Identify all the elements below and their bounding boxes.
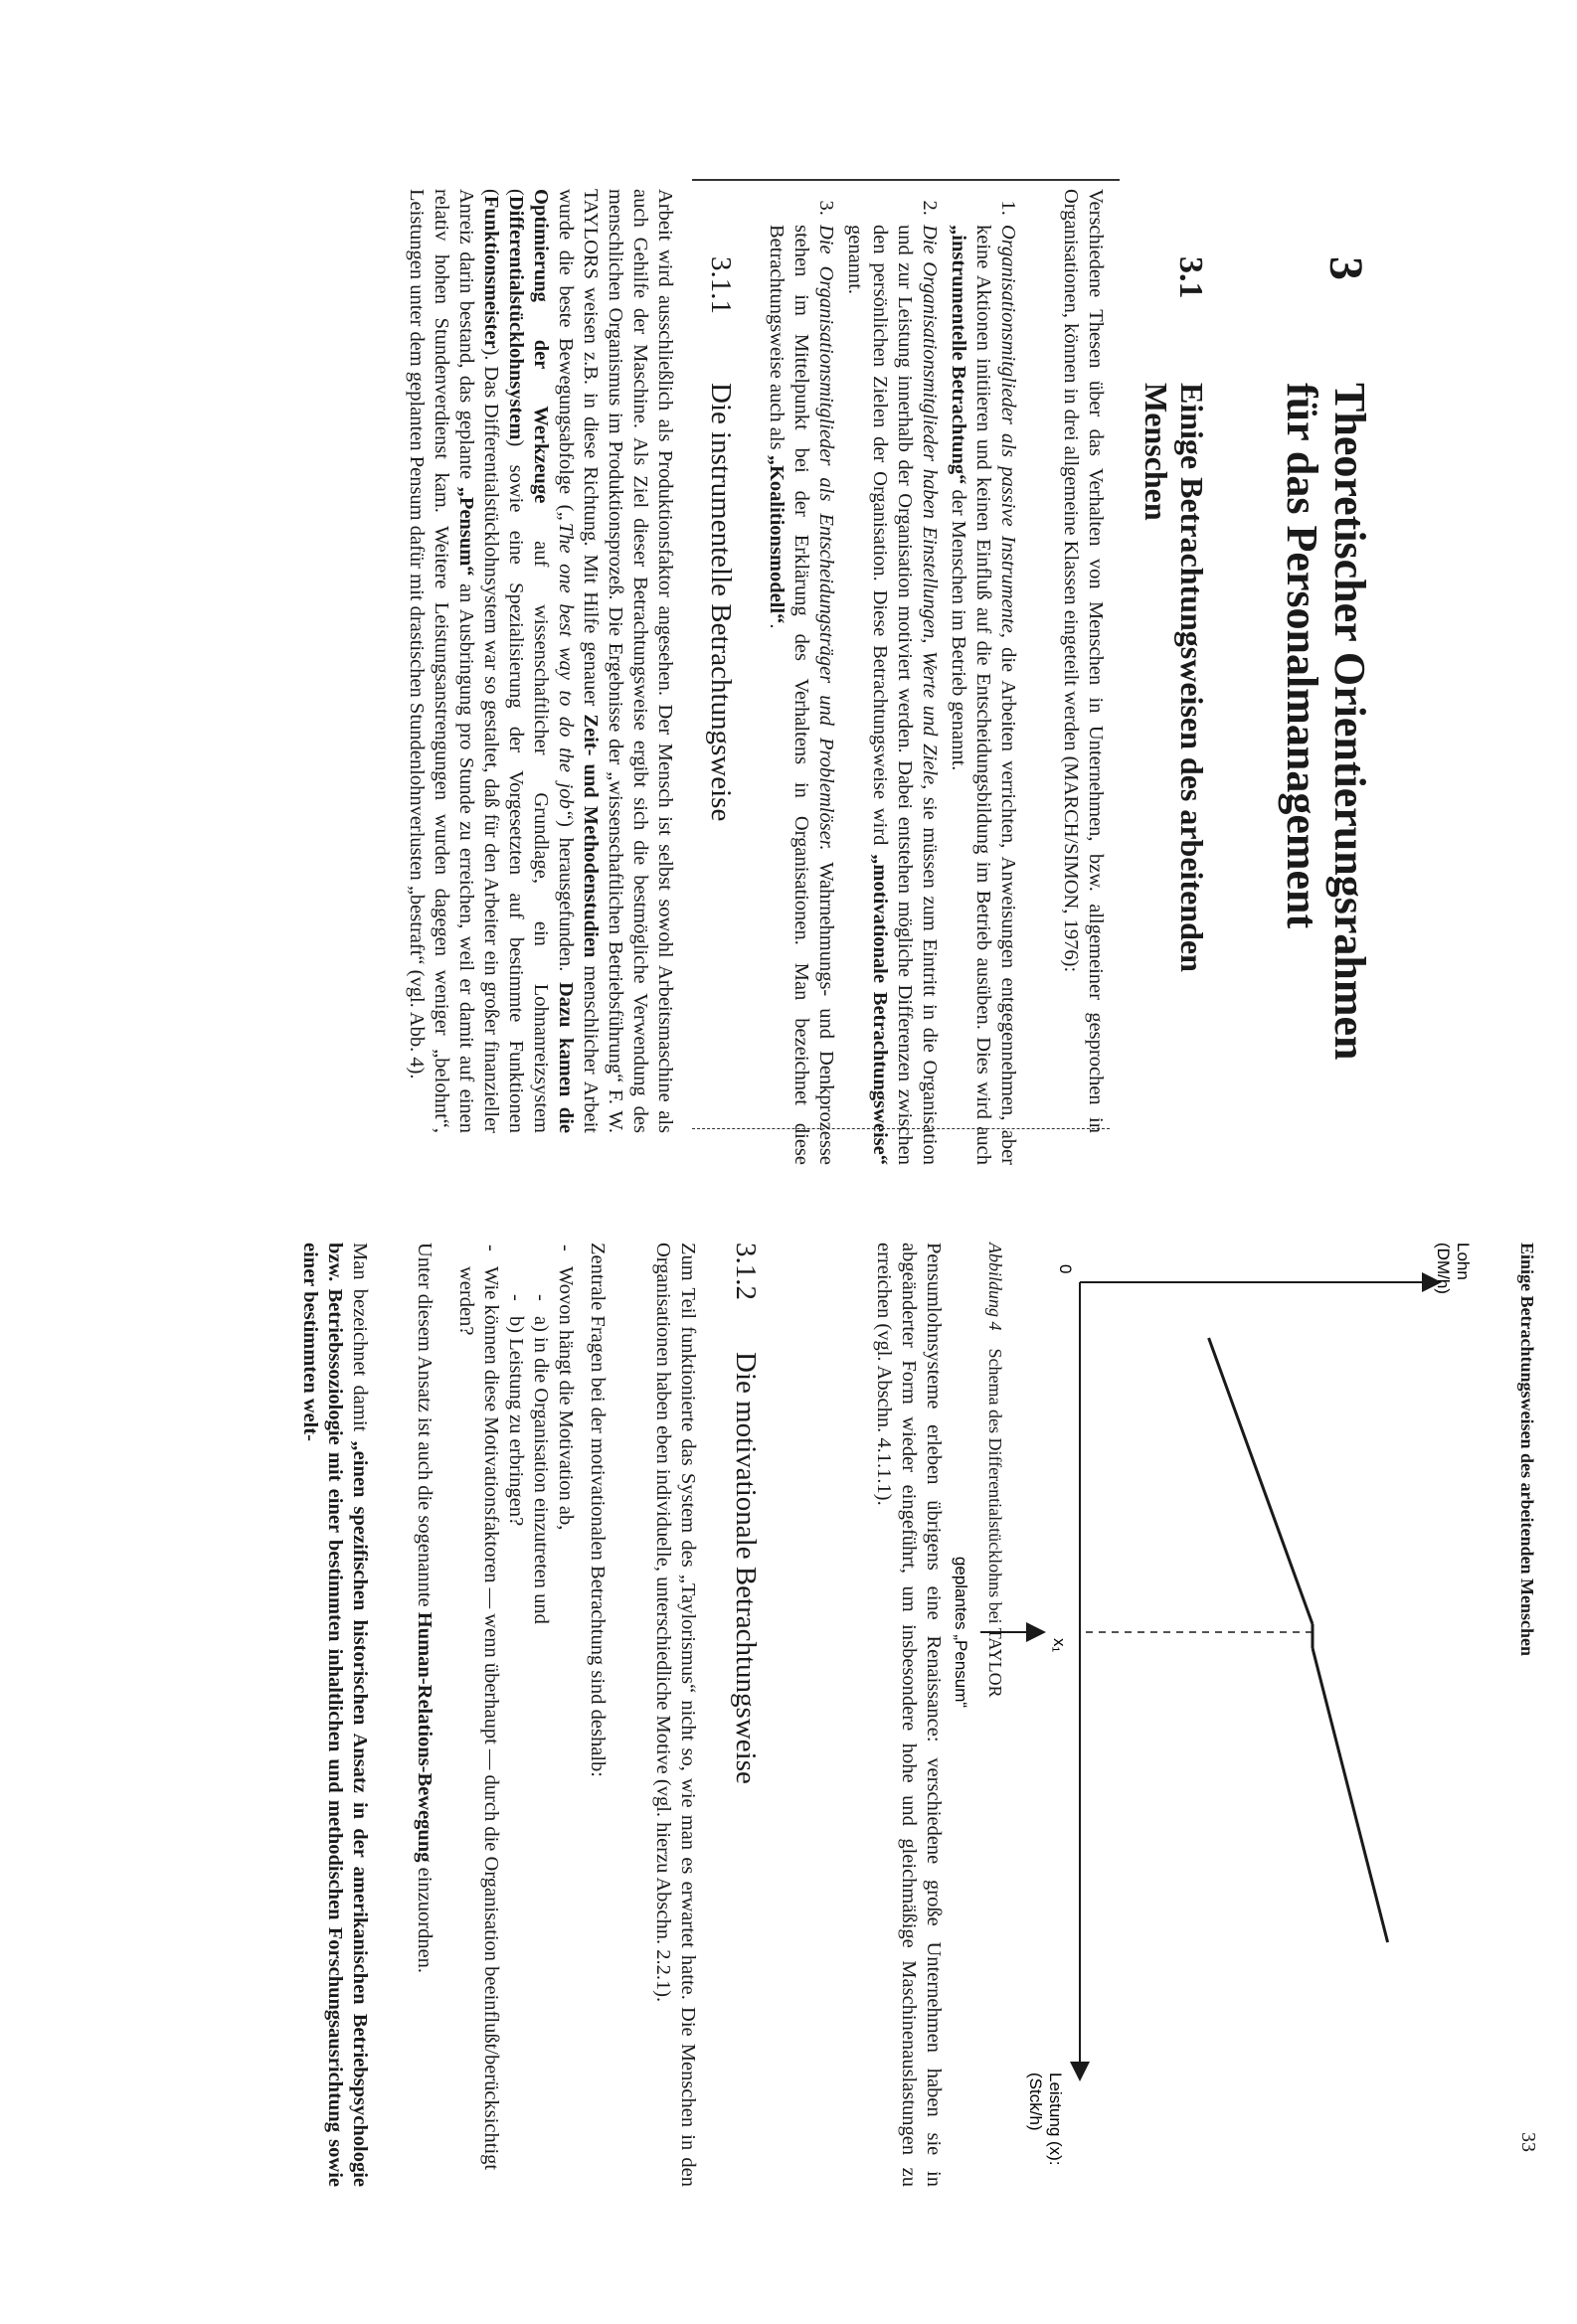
list-item-term: „instrumentelle Betrachtung“ [948, 225, 969, 485]
right-column [0, 1203, 1577, 2197]
text-run: Man bezeichnet damit [349, 1243, 371, 1441]
figure-caption [984, 1243, 1005, 1698]
y-axis-label: Lohn [1454, 1243, 1473, 1280]
section-number: 3.1 [1172, 256, 1209, 299]
text-run: einzuordnen. [414, 1862, 436, 1974]
list-item-italic: Organisationsmitglieder als passive Instrumente, [997, 225, 1019, 638]
bold-quote: „einen spezifischen historischen Ansatz in der amerikanischen Betriebspsychologie bzw. Betriebssoziologie mit einer bestimmten inhaltlichen und methodischen Forschungsausrichtung sowie einer bestimmten welt- [299, 1243, 371, 2187]
list-item-italic: Die Organisationsmitglieder haben Einstellungen, Werte und Ziele, [919, 225, 941, 790]
list-item-text: . [766, 623, 788, 629]
origin-label: 0 [1056, 1264, 1075, 1274]
sub-question-list [503, 1266, 553, 2187]
list-item [764, 221, 838, 1165]
list-item-term: „Koalitionsmodell“ [766, 454, 788, 624]
x-axis-unit-label: (Stck/h) [1026, 2073, 1045, 2131]
figure-caption-text: Schema des Differentialstücklohns bei TAYLOR [985, 1348, 1005, 1698]
text-run: menschlicher Arbeit wurde die beste Bewegungsabfolge ( [555, 189, 602, 1133]
intro-paragraph: Verschiedene Thesen über das Verhalten von Menschen in Unternehmen, bzw. allgemeiner gesprochen in Organisationen, können in drei allgemeine Klassen eingeteilt werden (MARCH/SIMON, 1976): [1060, 189, 1107, 1133]
italic-quote: „The one best way to do the job“ [555, 511, 577, 821]
paragraph-human-relations [412, 1243, 437, 2187]
list-item-text: genannt. [844, 225, 866, 295]
sub-question-item: - b) Leistung zu erbringen? [503, 1292, 528, 2187]
section-title: Einige Betrachtungsweisen des arbeitenden Menschen [1139, 383, 1210, 972]
wage-curve-segment-1 [1209, 1338, 1313, 1624]
x-axis-label: Leistung (x): [1046, 2073, 1065, 2166]
text-run: ) sowie eine Spezialisierung der Vorgesetzten auf bestimmte Funktionen ( [480, 189, 527, 1133]
bold-term: „Pensum“ [455, 486, 477, 577]
text-run: auf wissenschaftlicher Grundlage, ein Lohnanreizsystem ( [505, 189, 552, 1133]
bold-term: Dazu kamen die Optimierung der Werkzeuge [530, 189, 577, 1134]
text-run: ). Das Differentialstücklohnsystem war so gestaltet, daß für den Arbeiter ein großer finanzieller Anreiz darin bestand, das geplante [455, 189, 502, 1133]
page-number: 33 [1517, 2132, 1539, 2152]
figure-label: Abbildung 4 [985, 1243, 1005, 1331]
bold-term: Differentialstücklohnsystem [505, 195, 527, 440]
subsection-number: 3.1.2 [730, 1243, 762, 1300]
bold-term: Zeit- und Methodenstudien [580, 714, 602, 958]
text-run: ) herausgefunden. [555, 820, 577, 982]
chart-series [1209, 1338, 1388, 1942]
question-item [503, 1243, 578, 2187]
subsection-number: 3.1.1 [705, 256, 737, 314]
running-head: Einige Betrachtungsweisen des arbeitenden Menschen [1517, 1243, 1537, 1656]
sub-question-item: - a) in die Organisation einzutreten und [528, 1292, 553, 2187]
list-item-text: der Menschen im Betrieb genannt. [948, 484, 969, 771]
paragraph-definition [297, 1243, 372, 2187]
subsection-title: Die instrumentelle Betrachtungsweise [705, 383, 737, 822]
paragraph-pensum: Pensumlohnsysteme erleben übrigens eine Renaissance: verschiedene große Unternehmen haben sie in abgeänderter Form wieder eingeführt, um insbesondere hohe und gleichmäßige Maschinenauslastungen zu erreichen (vgl. Abschn. 4.1.1.1). [873, 1243, 945, 2187]
subsection-title: Die motivationale Betrachtungsweise [730, 1352, 762, 1784]
paragraph-central-questions: Zentrale Fragen bei der motivationalen Betrachtung sind deshalb: [587, 1243, 609, 1777]
wage-curve-segment-3 [1313, 1648, 1388, 1942]
y-axis-unit-label: (DM/h) [1434, 1243, 1453, 1294]
paragraph-taylorism: Zum Teil funktionierte das System des „Taylorismus“ nicht so, wie man es erwartet hatte. Die Menschen in den Organisationen haben eben individuelle, unterschiedliche Motive (vgl. hierzu Abschn. 2.2.1). [652, 1243, 699, 2187]
question-list [453, 1243, 578, 2187]
list-item-text: die Arbeiten verrichten, Anweisungen entgegennehmen, aber keine Aktionen initiieren und keinen Einfluß auf die Entscheidungsbildung im Betrieb ausüben. Dies wird auch [972, 225, 1019, 1165]
list-item [842, 221, 942, 1165]
bold-term: Funktionsmeister [480, 195, 502, 349]
view-list [760, 189, 1020, 1165]
pensum-label: geplantes „Pensum“ [952, 1556, 970, 1709]
chapter-number: 3 [1319, 256, 1372, 280]
text-run: Arbeit wird ausschließlich als Produktionsfaktor angesehen. Der Mensch ist selbst sowohl Arbeitsmaschine als auch Gehilfe der Maschine. Als Ziel dieser Betrachtungsweise ergibt sich die bestmögliche Verwendung des menschlichen Organismus im Produktionsprozeß. Die Ergebnisse der „wissenschaftlichen Betriebsführung“ F. W. TAYLORS weisen z.B. in diese Richtung. Mit Hilfe genauer [580, 189, 676, 1133]
handdrawn-bracket-top [692, 179, 1120, 183]
chapter-title: Theoretischer Orientierungsrahmen für das Personalmanagement [1277, 383, 1374, 1061]
bold-term: Human-Relations-Bewegung [414, 1611, 436, 1863]
list-item-text: sie müssen zum Eintritt in die Organisation und zur Leistung innerhalb der Organisation motiviert werden. Dabei entstehen mögliche Differenzen zwischen den persönlichen Zielen der Organisation. Diese Betrachtungsweise wird [869, 225, 941, 1165]
paragraph-instrumental [404, 189, 677, 1133]
question-text: Wovon hängt die Motivation ab, [555, 1266, 577, 1531]
list-item-term: „motivationale Betrachtungsweise“ [869, 854, 891, 1166]
left-column [0, 149, 1577, 1166]
list-item-italic: Die Organisationsmitglieder als Entscheidungsträger und Problemlöser. [815, 225, 837, 851]
x1-tick-label: x₁ [1050, 1638, 1069, 1653]
list-item-text: Wahrnehmungs- und Denkprozesse stehen im Mittelpunkt bei der Erklärung des Verhaltens in Organisationen. Man bezeichnet diese Betrachtungsweise auch als [766, 225, 837, 1166]
question-item: - Wie können diese Motivationsfaktoren — wenn überhaupt — durch die Organisation beeinflußt/berücksichtigt werden? [453, 1243, 503, 2187]
text-run: an Ausbringung pro Stunde zu erreichen, weil er damit auf einen relativ hohen Stundenverdienst kam. Weitere Leistungsanstrengungen wurden dagegen weniger „belohnt“, Leistungen unter dem geplanten Pensum dafür mit drastischen Stundenlohnverlusten „bestraft“ (vgl. Abb. 4). [406, 189, 477, 1133]
text-run: Unter diesem Ansatz ist auch die sogenannte [414, 1243, 436, 1612]
list-item [946, 221, 1020, 1165]
